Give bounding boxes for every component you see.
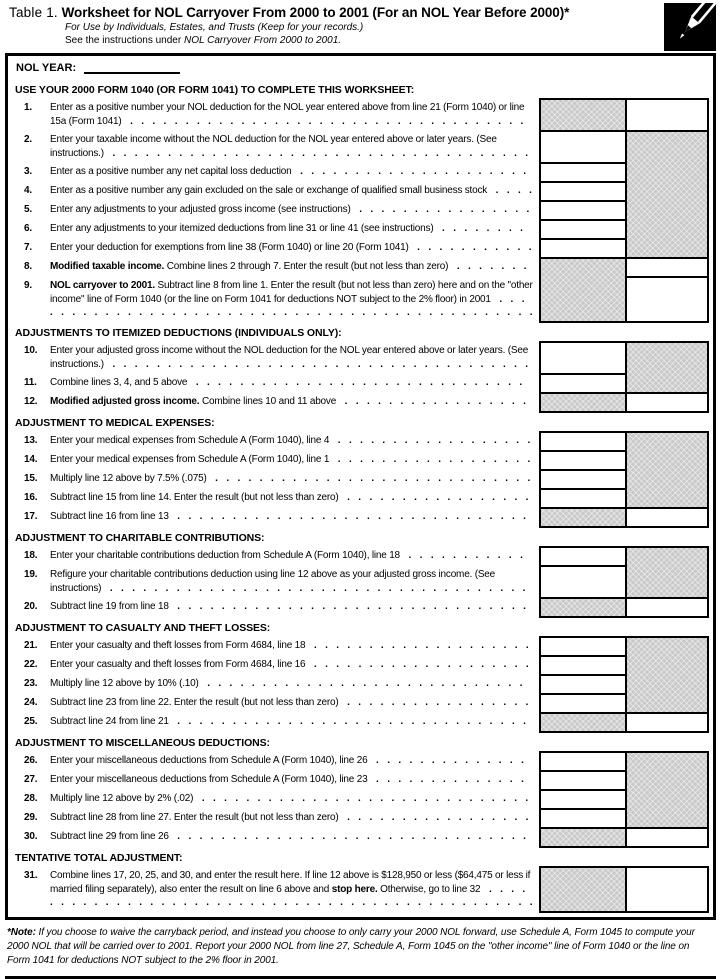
section-heading-use-form-1040: USE YOUR 2000 FORM 1040 (OR FORM 1041) TO COMPLETE THIS WORKSHEET: (15, 84, 415, 96)
line-number: 5. (24, 204, 32, 215)
worksheet-line-20 (12, 598, 708, 617)
line-number: 23. (24, 678, 38, 689)
worksheet-line-24 (12, 694, 708, 713)
line-text: 11. Combine lines 3, 4, and 5 above . . . (12, 374, 539, 393)
line-10-entry-box[interactable] (540, 342, 626, 374)
line-18-entry-box[interactable] (540, 547, 626, 566)
line-number: 27. (24, 774, 38, 785)
line-number: 1. (24, 102, 32, 113)
worksheet-line-11 (12, 374, 708, 393)
header (5, 3, 716, 51)
line-text: 20. Subtract line 19 from line 18 . . . (12, 598, 539, 617)
line-4-entry-box[interactable] (540, 182, 626, 201)
line-text: 6. Enter any adjustments to your itemized deductions from line 31 or line 41 (see instructions) . . . (12, 220, 539, 239)
line-number: 30. (24, 831, 38, 842)
line-28-entry-box[interactable] (540, 790, 626, 809)
line-number: 14. (24, 454, 38, 465)
page-title: Worksheet for NOL Carryover From 2000 to 2001 (For an NOL Year Before 2000)* (61, 5, 570, 20)
line-text: 22. Enter your casualty and theft losses from Form 4684, line 16 . . . (12, 656, 539, 675)
line-text: 1. Enter as a positive number your NOL deduction for the NOL year entered above from line 21 (Form 1040) or line 15a (Form 1041) . . . (12, 99, 539, 131)
worksheet-frame (5, 53, 716, 920)
worksheet-line-14 (12, 451, 708, 470)
line-text: 13. Enter your medical expenses from Schedule A (Form 1040), line 4 . . . (12, 432, 539, 451)
line-number: 4. (24, 185, 32, 196)
dot-leader (50, 148, 528, 164)
line-3-entry-box[interactable] (540, 163, 626, 182)
line-27-entry-box[interactable] (540, 771, 626, 790)
line-15-entry-box[interactable] (540, 470, 626, 489)
worksheet-line-22 (12, 656, 708, 675)
footnote (5, 920, 716, 972)
line-2-entry-box[interactable] (540, 131, 626, 163)
line-19-entry-box[interactable] (540, 566, 626, 598)
line-6-entry-box[interactable] (540, 220, 626, 239)
line-text: 29. Subtract line 28 from line 27. Enter the result (but not less than zero) . . . (12, 809, 539, 828)
shaded-cell (540, 867, 626, 912)
shaded-cell (540, 99, 626, 131)
line-13-entry-box[interactable] (540, 432, 626, 451)
line-text: 16. Subtract line 15 from line 14. Enter the result (but not less than zero) . . . (12, 489, 539, 508)
shaded-cell (540, 393, 626, 412)
line-number: 29. (24, 812, 38, 823)
line-9-entry-box[interactable] (626, 277, 708, 322)
line-number: 7. (24, 242, 32, 253)
line-25-entry-box[interactable] (626, 713, 708, 732)
dot-leader (50, 359, 528, 375)
line-number: 20. (24, 601, 38, 612)
line-text: 19. Refigure your charitable contributions deduction using line 12 above as your adjusted gross income. (See instructions) . . . (12, 566, 539, 598)
line-number: 11. (24, 377, 37, 388)
line-text: 30. Subtract line 29 from line 26 . . . (12, 828, 539, 847)
line-24-entry-box[interactable] (540, 694, 626, 713)
worksheet-line-7 (12, 239, 708, 258)
line-text: 31. Combine lines 17, 20, 25, and 30, and enter the result here. If line 12 above is $128,950 or less ($64,475 or less if married filing separately), also enter the result on line 6 above and stop here. Otherwise, go to line 32 . . . (12, 867, 539, 912)
line-number: 31. (24, 870, 38, 881)
dot-leader (50, 116, 523, 132)
line-text: 27. Enter your miscellaneous deductions from Schedule A (Form 1040), line 23 . . . (12, 771, 539, 790)
shaded-cell (540, 713, 626, 732)
line-22-entry-box[interactable] (540, 656, 626, 675)
nol-year-row (12, 59, 709, 80)
worksheet-table (12, 80, 709, 913)
line-text: 23. Multiply line 12 above by 10% (.10) . . . (12, 675, 539, 694)
line-number: 10. (24, 345, 38, 356)
line-7-entry-box[interactable] (540, 239, 626, 258)
section-heading-tentative-total-adjustment: TENTATIVE TOTAL ADJUSTMENT: (15, 852, 183, 864)
worksheet-line-1 (12, 99, 708, 131)
line-text: 7. Enter your deduction for exemptions from line 38 (Form 1040) or line 20 (Form 1041) . . . (12, 239, 539, 258)
line-text: 8. Modified taxable income. Combine lines 2 through 7. Enter the result (but not less than zero) . . . (12, 258, 539, 277)
line-number: 8. (24, 261, 32, 272)
line-text: 26. Enter your miscellaneous deductions from Schedule A (Form 1040), line 26 . . . (12, 752, 539, 771)
line-number: 19. (24, 569, 38, 580)
line-14-entry-box[interactable] (540, 451, 626, 470)
line-number: 9. (24, 280, 32, 291)
footnote-label: *Note: (7, 927, 36, 938)
section-heading-casualty-theft-losses: ADJUSTMENT TO CASUALTY AND THEFT LOSSES: (15, 622, 271, 634)
worksheet-line-15 (12, 470, 708, 489)
shaded-cell (540, 508, 626, 527)
line-number: 28. (24, 793, 38, 804)
line-number: 16. (24, 492, 38, 503)
line-number: 17. (24, 511, 38, 522)
worksheet-line-6 (12, 220, 708, 239)
line-23-entry-box[interactable] (540, 675, 626, 694)
line-1-entry-box[interactable] (626, 99, 708, 131)
subtitle (65, 22, 652, 47)
footnote-text: If you choose to waive the carryback period, and instead you choose to only carry your 2000 NOL forward, use Schedule A, Form 1045 to compute your 2000 NOL that will be carried over to 2001. Report your 2000 NOL from line 27, Schedule A, Form 1045 on the "other income" line of Form 1040 or the line on Form 1041 for deductions NOT subject to the 2% floor in 2001. (7, 927, 695, 966)
worksheet-line-26 (12, 752, 708, 771)
line-number: 2. (24, 134, 32, 145)
worksheet-line-18 (12, 547, 708, 566)
line-text: 14. Enter your medical expenses from Schedule A (Form 1040), line 1 . . . (12, 451, 539, 470)
line-text: 12. Modified adjusted gross income. Combine lines 10 and 11 above . . . (12, 393, 539, 412)
line-number: 18. (24, 550, 38, 561)
line-number: 15. (24, 473, 38, 484)
worksheet-line-12 (12, 393, 708, 412)
line-text: 21. Enter your casualty and theft losses from Form 4684, line 18 . . . (12, 637, 539, 656)
section-heading-itemized-deductions: ADJUSTMENTS TO ITEMIZED DEDUCTIONS (INDIVIDUALS ONLY): (15, 327, 342, 339)
worksheet-line-28 (12, 790, 708, 809)
nol-year-label: NOL YEAR: (16, 62, 77, 74)
line-26-entry-box[interactable] (540, 752, 626, 771)
section-heading-medical-expenses: ADJUSTMENT TO MEDICAL EXPENSES: (15, 417, 215, 429)
worksheet-line-16 (12, 489, 708, 508)
shaded-cell (626, 752, 708, 828)
line-16-entry-box[interactable] (540, 489, 626, 508)
line-text: 5. Enter any adjustments to your adjusted gross income (see instructions) . . . (12, 201, 539, 220)
section-heading-charitable-contributions: ADJUSTMENT TO CHARITABLE CONTRIBUTIONS: (15, 532, 265, 544)
line-text: 24. Subtract line 23 from line 22. Enter the result (but not less than zero) . . . (12, 694, 539, 713)
pencil-icon (664, 3, 716, 51)
line-number: 12. (24, 396, 38, 407)
shaded-cell (626, 547, 708, 598)
line-text: 10. Enter your adjusted gross income without the NOL deduction for the NOL year entered above or later years. (See instructions.) . . . (12, 342, 539, 374)
line-text: 3. Enter as a positive number any net capital loss deduction . . . (12, 163, 539, 182)
line-number: 13. (24, 435, 38, 446)
worksheet-line-25 (12, 713, 708, 732)
shaded-cell (626, 342, 708, 393)
line-29-entry-box[interactable] (540, 809, 626, 828)
worksheet-line-17 (12, 508, 708, 527)
line-12-entry-box[interactable] (626, 393, 708, 412)
worksheet-line-8 (12, 258, 708, 277)
worksheet-line-13 (12, 432, 708, 451)
line-number: 21. (24, 640, 38, 651)
shaded-cell (540, 828, 626, 847)
line-31-entry-box[interactable] (626, 867, 708, 912)
section-heading-miscellaneous-deductions: ADJUSTMENT TO MISCELLANEOUS DEDUCTIONS: (15, 737, 270, 749)
line-number: 3. (24, 166, 32, 177)
worksheet-line-19 (12, 566, 708, 598)
shaded-cell (626, 131, 708, 258)
worksheet-line-4 (12, 182, 708, 201)
subtitle-line-2: See the instructions under NOL Carryover From 2000 to 2001. (65, 34, 342, 46)
line-text: 15. Multiply line 12 above by 7.5% (.075) . . . (12, 470, 539, 489)
line-17-entry-box[interactable] (626, 508, 708, 527)
worksheet-line-10 (12, 342, 708, 374)
subtitle-line-1: For Use by Individuals, Estates, and Trusts (Keep for your records.) (65, 22, 364, 33)
table-label: Table 1. (9, 5, 58, 20)
line-text: 9. NOL carryover to 2001. Subtract line 8 from line 1. Enter the result (but not less than zero) here and on the "other income" line of Form 1040 (or the line on Form 1041 for deductions NOT subject to the 2% floor) in 2001 . . . (12, 277, 539, 322)
worksheet-line-30 (12, 828, 708, 847)
shaded-cell (626, 432, 708, 508)
shaded-cell (540, 598, 626, 617)
line-number: 25. (24, 716, 38, 727)
worksheet-line-2 (12, 131, 708, 163)
line-21-entry-box[interactable] (540, 637, 626, 656)
line-text: 25. Subtract line 24 from line 21 . . . (12, 713, 539, 732)
worksheet-line-5 (12, 201, 708, 220)
worksheet-line-3 (12, 163, 708, 182)
line-number: 22. (24, 659, 38, 670)
line-11-entry-box[interactable] (540, 374, 626, 393)
line-number: 6. (24, 223, 32, 234)
worksheet-line-31 (12, 867, 708, 912)
line-text: 2. Enter your taxable income without the NOL deduction for the NOL year entered above or later years. (See instructions.) . . . (12, 131, 539, 163)
dot-leader (50, 583, 525, 599)
worksheet-line-21 (12, 637, 708, 656)
line-text: 17. Subtract line 16 from line 13 . . . (12, 508, 539, 527)
shaded-cell (626, 637, 708, 713)
line-text: 4. Enter as a positive number any gain excluded on the sale or exchange of qualified small business stock . . . (12, 182, 539, 201)
line-number: 26. (24, 755, 38, 766)
line-5-entry-box[interactable] (540, 201, 626, 220)
worksheet-line-29 (12, 809, 708, 828)
line-30-entry-box[interactable] (626, 828, 708, 847)
line-20-entry-box[interactable] (626, 598, 708, 617)
line-text: 18. Enter your charitable contributions deduction from Schedule A (Form 1040), line 18 . . . (12, 547, 539, 566)
shaded-cell (540, 258, 626, 322)
line-text: 28. Multiply line 12 above by 2% (.02) . . . (12, 790, 539, 809)
line-number: 24. (24, 697, 38, 708)
nol-year-input[interactable] (84, 63, 180, 74)
worksheet-line-23 (12, 675, 708, 694)
line-8-entry-box[interactable] (626, 258, 708, 277)
worksheet-line-27 (12, 771, 708, 790)
